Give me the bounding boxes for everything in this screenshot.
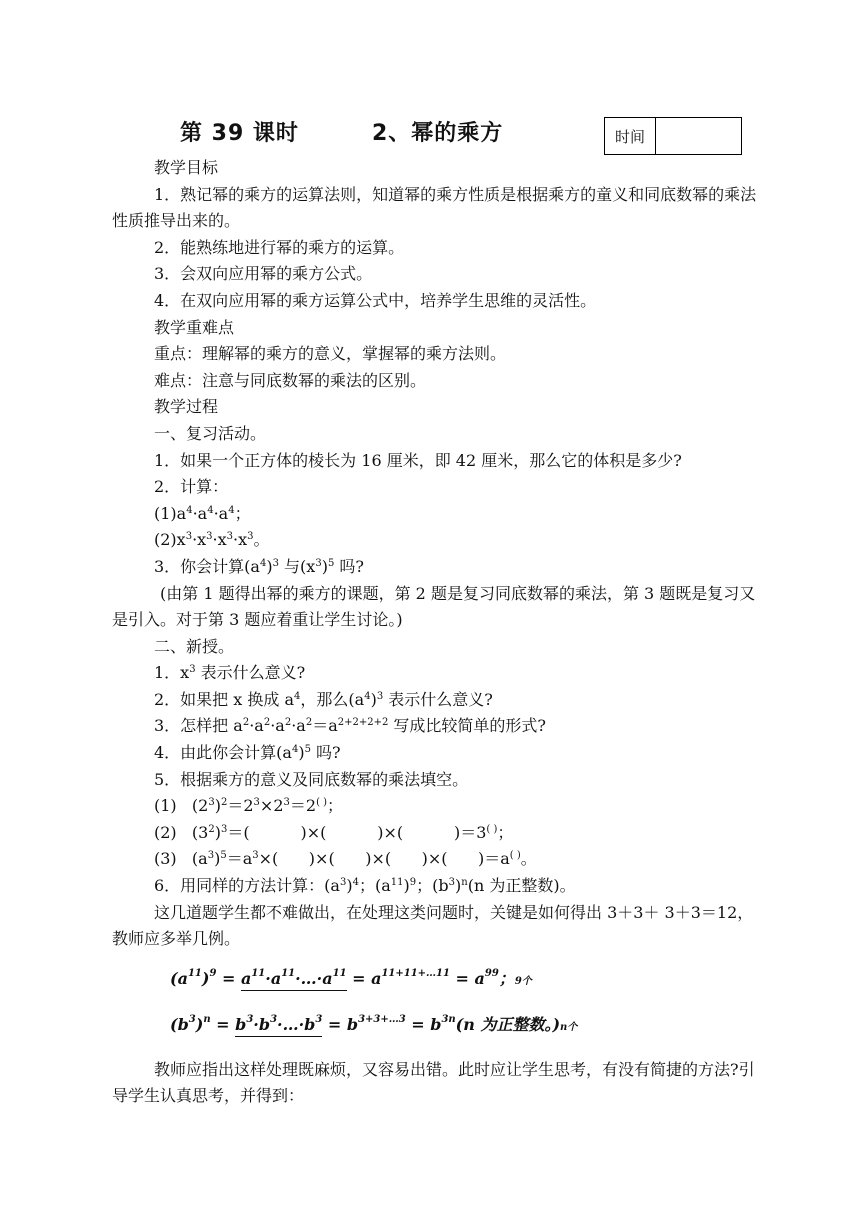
calc-1: $(1)a^4\cdot a^4\cdot a^4$；: [154, 503, 251, 523]
fill-2: (2) $(3^2)^3=$( )×( )×( )＝3( )；: [154, 822, 514, 842]
document-body: [112, 155, 760, 1110]
key-point: 重点：理解幂的乘方的意义，掌握幂的乘方法则。: [154, 344, 507, 364]
objective-4: 4．在双向应用幂的乘方运算公式中，培养学生思维的灵活性。: [154, 290, 597, 310]
formula-b3: $(b^3)^n$ = $b^3\cdot b^3\cdot\dots\cdot b^3 = b^{3+3+\dots 3} = b^{3n}(n$ 为正整数。)n个: [170, 1003, 760, 1045]
review-q3: 3．你会计算$(a^4)^3$ 与$(x^3)^5$ 吗?: [154, 556, 364, 576]
explanation-1: 这几道题学生都不难做出，在处理这类问题时，关键是如何得出 3＋3＋ 3＋3＝12，教师应多举几例。: [112, 902, 754, 949]
objective-1: 1．熟记幂的乘方的运算法则，知道幂的乘方性质是根据乘方的童义和同底数幂的乘法性质推导出来的。: [112, 184, 757, 231]
fill-3: (3) $(a^3)^5=a^3\times$( )×( )×( )×( )＝a( )。: [154, 849, 537, 869]
new-q5: 5．根据乘方的意义及同底数幂的乘法填空。: [154, 769, 469, 789]
objective-2: 2．能熟练地进行幂的乘方的运算。: [154, 237, 405, 257]
calc-2: $(2)x^3\cdot x^3\cdot x^3\cdot x^3$。: [154, 530, 270, 550]
lesson-topic: 2、幂的乘方: [372, 121, 504, 146]
new-q2: 2．如果把 x 换成 $a^4$，那么$(a^4)^3$ 表示什么意义?: [154, 689, 493, 709]
objective-3: 3．会双向应用幂的乘方公式。: [154, 264, 373, 284]
time-box: [604, 117, 742, 155]
new-q6: 6．用同样的方法计算：$(a^3)^4$；$(a^{11})^9$；$(b^3)^n(n$ 为正整数)。: [154, 876, 576, 896]
review-q2: 2．计算：: [154, 477, 229, 497]
heading-objectives: 教学目标: [154, 158, 219, 177]
fill-1: (1) $(2^3)^2=2^3\times 2^3=2^{( )}$；: [154, 796, 344, 816]
new-q4: 4．由此你会计算$(a^4)^5$ 吗?: [154, 743, 341, 763]
section-new: 二、新授。: [154, 636, 235, 656]
lesson-number: 第 39 课时: [180, 121, 299, 146]
section-review: 一、复习活动。: [154, 423, 267, 443]
heading-process: 教学过程: [154, 397, 219, 417]
review-q1: 1．如果一个正方体的棱长为 16 厘米，即 42 厘米，那么它的体积是多少?: [154, 450, 682, 470]
formula-b3-count: n个: [560, 1021, 578, 1033]
review-note: (由第 1 题得出幂的乘方的课题，第 2 题是复习同底数幂的乘法，第 3 题既是复习又是引入。对于第 3 题应着重让学生讨论。): [112, 583, 756, 630]
explanation-2: 教师应指出这样处理既麻烦，又容易出错。此时应让学生思考，有没有简捷的方法?引导学生认真思考，并得到：: [112, 1059, 755, 1106]
time-label: 时间: [605, 118, 656, 154]
heading-key-points: 教学重难点: [154, 317, 235, 337]
difficult-point: 难点：注意与同底数幂的乘法的区别。: [154, 370, 427, 390]
formula-a11-count: 9个: [514, 975, 532, 987]
formula-a11: $(a^{11})^9$ = $a^{11}\cdot a^{11}\cdot\dots\cdot a^{11} = a^{11+11+\dots 11} = a^{99}$；9个: [170, 957, 760, 999]
new-q3: 3．怎样把 $a^2\cdot a^2\cdot a^2\cdot a^2=a^{2+2+2+2}$ 写成比较简单的形式?: [154, 716, 546, 736]
new-q1: 1．$x^3$ 表示什么意义?: [154, 663, 306, 683]
page-title: [180, 116, 503, 147]
